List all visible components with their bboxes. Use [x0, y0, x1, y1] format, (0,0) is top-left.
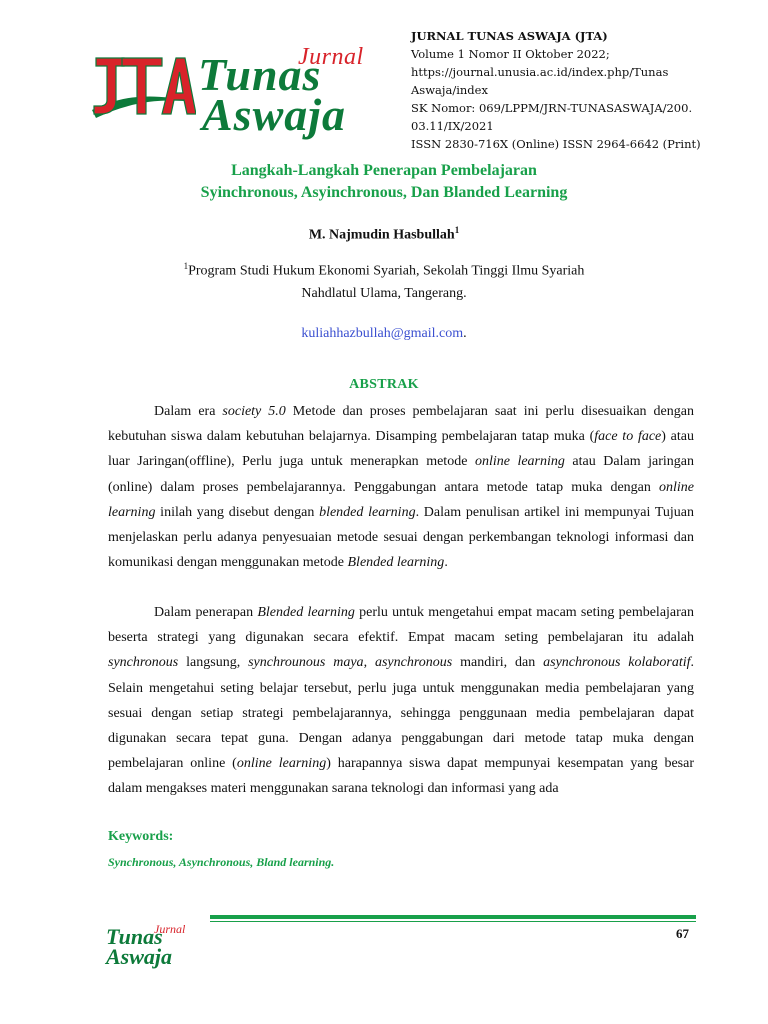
text-run: perlu untuk mengetahui empat macam seting pembelajaran beserta strategi yang digunakan secara efektif. Empat macam seting pembelajaran itu adalah — [108, 605, 695, 646]
keywords-heading: Keywords: — [108, 829, 174, 844]
journal-issn: ISSN 2830-716X (Online) ISSN 2964-6642 (Print) — [411, 137, 701, 151]
italic-term: online learning — [236, 756, 327, 772]
text-run: ) atau luar Jaringan(offline), Perlu juga untuk menerapkan metode — [108, 429, 694, 470]
italic-term: blended learning — [319, 504, 416, 520]
article-title-line-1: Langkah-Langkah Penerapan Pembelajaran — [231, 162, 537, 179]
italic-term: asynchronous — [374, 655, 453, 671]
italic-term: online learning — [108, 479, 694, 520]
journal-info — [411, 27, 711, 153]
journal-sk-line-1: SK Nomor: 069/LPPM/JRN-TUNASASWAJA/200. — [411, 101, 693, 115]
text-run: . Dalam penulisan artikel ini mempunyai Tujuan menjelaskan perlu adanya penyesuaian metode sesuai dengan perkembangan teknologi informasi dan komunikasi dengan menggunakan metode — [108, 504, 694, 571]
author-name-text: M. Najmudin Hasbullah — [308, 227, 455, 243]
logo-tunas-word: Tunas — [198, 49, 322, 100]
abstract-heading: ABSTRAK — [349, 377, 419, 392]
logo-aswaja-word: Aswaja — [202, 89, 347, 140]
footer-logo-jurnal-word: Jurnal — [154, 922, 186, 936]
jta-letters-logo — [90, 48, 196, 128]
author-name — [0, 225, 768, 244]
text-run: . Selain mengetahui seting belajar tersebut, perlu juga untuk menggunakan media pembelajaran yang sesuai dengan setiap strategi pembelajarannya, sehingga penggunaan media pembelajaran dapat digunakan secara tepat guna. Dengan adanya penggabungan dari metode tatap muka dengan pembelajaran online ( — [108, 655, 694, 772]
text-run: , — [363, 655, 375, 671]
text-run: atau Dalam jaringan (online) dalam proses pembelajarannya. Penggabungan antara metode tatap muka dengan — [108, 454, 694, 495]
text-run: . — [444, 555, 448, 571]
journal-url-line-1[interactable]: https://journal.unusia.ac.id/index.php/Tunas — [411, 65, 669, 79]
affiliation-superscript: 1 — [183, 261, 189, 271]
journal-volume: Volume 1 Nomor II Oktober 2022; — [411, 47, 610, 61]
journal-name: JURNAL TUNAS ASWAJA (JTA) — [411, 29, 608, 43]
text-run: mandiri, dan — [452, 655, 544, 671]
text-run: Metode dan proses pembelajaran saat ini perlu disesuaikan dengan kebutuhan siswa dalam kebutuhan belajarnya. Disamping pembelajaran tatap muka ( — [108, 404, 694, 445]
affiliation-line-2: Nahdlatul Ulama, Tangerang. — [301, 286, 467, 301]
email-suffix: . — [463, 326, 467, 341]
keywords-list: Synchronous, Asynchronous, Bland learning. — [108, 855, 335, 869]
text-run: Dalam era — [154, 404, 223, 419]
italic-term: Blended learning — [257, 605, 355, 620]
italic-term: synchronous — [108, 655, 179, 671]
italic-term: synchrounous maya — [248, 655, 364, 671]
italic-term: Blended learning — [347, 555, 445, 571]
italic-term: face to face — [594, 429, 662, 445]
text-run: langsung, — [178, 655, 249, 671]
author-email — [0, 326, 768, 342]
abstract-paragraph-1 — [108, 399, 694, 575]
journal-logo — [90, 44, 390, 144]
email-link[interactable]: kuliahhazbullah@gmail.com — [301, 326, 464, 341]
text-run: ) harapannya siswa dapat mempunyai kesempatan yang besar dalam mengakses materi menggunakan sarana teknologi dan informasi yang ada — [108, 756, 695, 797]
affiliation-line-1 — [0, 261, 768, 280]
footer-rule-thick — [210, 915, 696, 919]
text-run: inilah yang disebut dengan — [155, 504, 320, 520]
italic-term: society 5.0 — [222, 404, 286, 419]
italic-term: asynchronous kolaboratif — [543, 655, 691, 671]
footer-logo-tunas-word: Tunas — [106, 924, 163, 949]
text-run: Dalam penerapan — [154, 605, 258, 620]
author-superscript: 1 — [454, 225, 460, 235]
footer-logo — [106, 922, 206, 972]
page-number: 67 — [676, 926, 689, 941]
journal-sk-line-2: 03.11/IX/2021 — [411, 119, 494, 133]
footer-rule-thin — [210, 921, 696, 922]
logo-jurnal-word: Jurnal — [298, 44, 364, 70]
article-title-line-2: Syinchronous, Asyinchronous, Dan Blanded Learning — [200, 184, 568, 201]
footer-logo-aswaja-word: Aswaja — [106, 944, 173, 969]
affiliation-line-1-text: Program Studi Hukum Ekonomi Syariah, Sekolah Tinggi Ilmu Syariah — [188, 263, 585, 279]
italic-term: online learning — [474, 454, 565, 470]
abstract-paragraph-2 — [108, 600, 694, 802]
journal-url-line-2[interactable]: Aswaja/index — [411, 83, 488, 97]
